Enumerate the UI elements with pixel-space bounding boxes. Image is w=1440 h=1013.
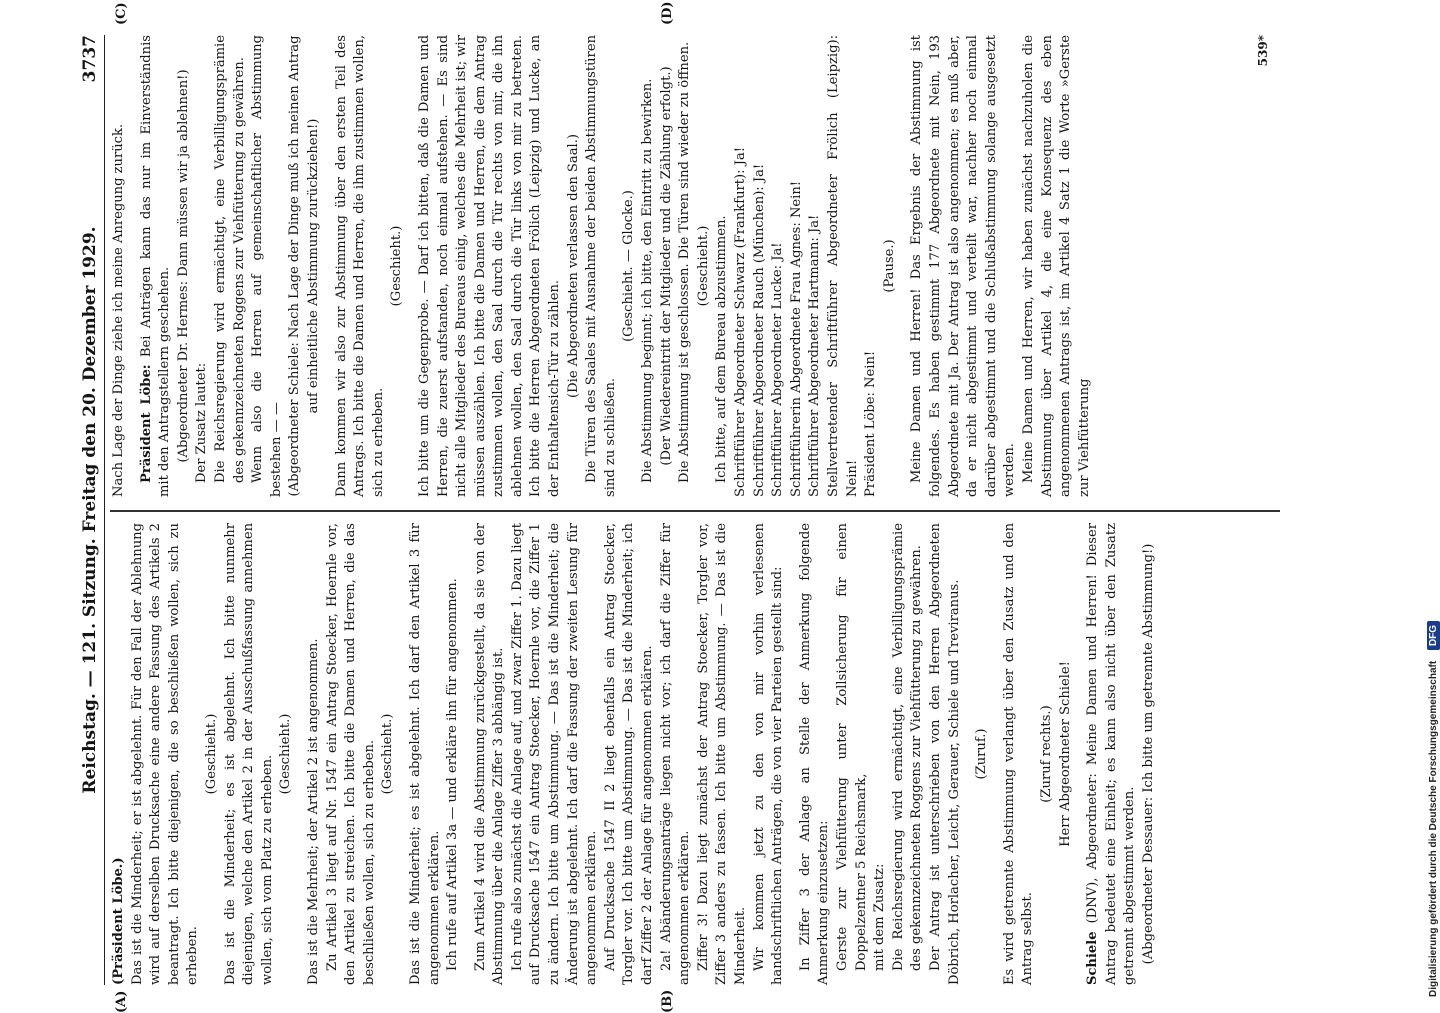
paragraph: Schriftführer Abgeordneter Schwarz (Frankfurt): Ja!: [733, 146, 748, 497]
paragraph: Ziffer 3! Dazu liegt zunächst der Antrag Stoecker, Torgler vor, Ziffer 3 anders zu fassen. Ich bitte um Abstimmung. — Das ist die Minderheit.: [695, 523, 748, 985]
paragraph: (Zuruf.): [974, 728, 990, 780]
dfg-logo: DFG: [1427, 621, 1440, 650]
paragraph: Schriftführer Abgeordneter Hartmann: Ja!: [807, 214, 823, 497]
column-divider: [110, 511, 1280, 513]
paragraph: (Geschieht.): [278, 713, 294, 795]
paragraph-text: Bei Anträgen kann das nur im Einverständnis mit den Antragstellern geschehen.: [138, 35, 173, 497]
paragraph: (Abgeordneter Schiele: Nach Lage der Dinge muß ich meinen Antrag auf einheitliche Abstimmung zurückziehen!): [287, 35, 321, 497]
paragraph: In Ziffer 3 der Anlage an Stelle der Anmerkung folgende Anmerkung einzusetzen:: [797, 523, 832, 985]
paragraph: Der Zusatz lautet:: [194, 362, 210, 483]
paragraph: (Geschieht.): [203, 713, 219, 795]
speaker-name: Schiele: [1085, 931, 1101, 985]
speaker-name: Präsident Löbe:: [138, 364, 154, 483]
paragraph: Schriftführer Abgeordneter Rauch (München): Ja!: [751, 163, 767, 497]
paragraph: Ich bitte, auf dem Bureau abzustimmen.: [714, 215, 730, 483]
paragraph: (Geschieht.): [380, 713, 396, 795]
paragraph: [138, 35, 175, 497]
paragraph: Schriftführer Abgeordneter Lucke: Ja!: [770, 242, 786, 497]
paragraph: Das ist die Minderheit; es ist abgelehnt. Ich bitte nunmehr diejenigen, welche den Artikel 2 in der Ausschußfassung annehmen wollen, sich vom Platz zu erheben.: [222, 523, 275, 985]
paragraph: Dann kommen wir also zur Abstimmung über den ersten Teil des Antrags. Ich bitte die Damen und Herren, die ihm zustimmen wollen, sich zu erheben.: [333, 35, 386, 497]
page-number: 3737: [80, 35, 100, 83]
paragraph: Ich bitte um die Gegenprobe. — Darf ich bitten, daß die Damen und Herren, die zuerst aufstanden, noch einmal aufstehen. — Es sind nicht alle Mitglieder des Bureaus einig, welches die Mehrheit ist; wir müssen auszählen. Ich bitte die Damen und Herren, die dem Antrag zustimmen wollen, den Saal durch die Tür rechts von mir, die ihn ablehnen wollen, den Saal durch die Tür links von mir zu betreten. Ich bitte die Herren Abgeordneten Frölich (Leipzig) und Lucke, an der Enthaltensich-Tür zu zählen.: [416, 35, 563, 497]
signature-mark: 539*: [1256, 35, 1270, 67]
paragraph: (Geschieht.): [389, 225, 405, 307]
margin-mark-c: (C): [114, 2, 129, 25]
page-title: Reichstag. — 121. Sitzung. Freitag den 20. Dezember 1929.: [80, 226, 100, 794]
paragraph: Stellvertretender Schriftführer Abgeordneter Frölich (Leipzig): Nein!: [825, 35, 860, 497]
page-header: [80, 35, 105, 985]
paragraph: Präsident Löbe: Nein!: [863, 350, 879, 497]
paragraph: Wenn also die Herren auf gemeinschaftlicher Abstimmung bestehen — —: [250, 35, 284, 497]
paragraph: Die Reichsregierung wird ermächtigt, eine Verbilligungsprämie des gekennzeichneten Roggens zur Viehfütterung zu gewähren.: [212, 35, 247, 483]
paragraph: Ich rufe also zunächst die Anlage auf, und zwar Ziffer 1. Dazu liegt auf Drucksache 1547 ein Antrag Stoecker, Hoernle vor, die Ziffer 1 zu ändern. Ich bitte um Abstimmung. — Das ist die Minderheit; die Änderung ist abgelehnt. Ich darf die Fassung der zweiten Lesung für angenommen erklären.: [509, 523, 600, 985]
funding-text: Digitalisierung gefördert durch die Deutsche Forschungsgemeinschaft: [1428, 660, 1439, 997]
paragraph: Zum Artikel 4 wird die Abstimmung zurückgestellt, da sie von der Abstimmung über die Anlage Ziffer 3 abhängig ist.: [472, 523, 507, 985]
paragraph: Das ist die Mehrheit; der Artikel 2 ist angenommen.: [305, 638, 321, 985]
paragraph: Meine Damen und Herren! Das Ergebnis der Abstimmung ist folgendes. Es haben gestimmt 177 Abgeordnete mit Nein, 193 Abgeordnete mit Ja. Der Antrag ist also angenommen; es muß aber, da er nicht abgestimmt und verteilt war, nachher noch einmal darüber abgestimmt und die Schlußabstimmung solange ausgesetzt werden.: [909, 35, 1018, 497]
paragraph: Es wird getrennte Abstimmung verlangt über den Zusatz und den Antrag selbst.: [1001, 523, 1036, 985]
paragraph: Meine Damen und Herren, wir haben zunächst nachzuholen die Abstimmung über Artikel 4, die eine Konsequenz des eben angenommenen Antrags ist, im Artikel 4 Satz 1 die Worte »Gerste zur Viehfütterung: [1020, 35, 1092, 497]
paragraph: Schriftführerin Abgeordnete Frau Agnes: Nein!: [788, 180, 804, 497]
paragraph: Die Türen des Saales mit Ausnahme der beiden Abstimmungstüren sind zu schließen.: [584, 35, 618, 497]
paragraph: (Der Wiedereintritt der Mitglieder und die Zählung erfolgt.): [658, 66, 674, 466]
paragraph: Die Reichsregierung wird ermächtigt, eine Verbilligungsprämie des gekennzeichneten Roggens zur Viehfütterung zu gewähren.: [890, 523, 925, 971]
paragraph: [1084, 523, 1140, 985]
paragraph: Die Abstimmung ist geschlossen. Die Türen sind wieder zu öffnen.: [677, 41, 693, 483]
paragraph: (Abgeordneter Dessauer: Ich bitte um getrennte Abstimmung!): [1140, 543, 1156, 965]
right-column: [110, 35, 1094, 497]
margin-mark-a: (A): [114, 990, 129, 1013]
paragraph: (Präsident Löbe.): [111, 857, 126, 985]
margin-mark-b: (B): [660, 989, 675, 1013]
paragraph: Der Antrag ist unterschrieben von den Herren Abgeordneten Döbrich, Horlacher, Leicht, Gerauer, Schiele und Treviranus.: [927, 523, 962, 985]
paragraph: (Pause.): [881, 239, 897, 293]
margin-mark-d: (D): [660, 1, 675, 25]
paragraph: Ich rufe auf Artikel 3a — und erkläre ihn für angenommen.: [445, 578, 461, 971]
paragraph: Wir kommen jetzt zu den von mir vorhin verlesenen handschriftlichen Anträgen, die von vier Parteien gestellt sind:: [751, 523, 786, 985]
paragraph: 2a! Abänderungsanträge liegen nicht vor; ich darf die Ziffer für angenommen erklären.: [658, 523, 693, 985]
paragraph: (Abgeordneter Dr. Hermes: Dann müssen wir ja ablehnen!): [175, 69, 191, 463]
paragraph: mit dem Zusatz:: [872, 863, 888, 971]
paragraph: (Zuruf rechts.): [1038, 705, 1054, 803]
paragraph: Nach Lage der Dinge ziehe ich meine Anregung zurück.: [111, 123, 126, 497]
paragraph: (Die Abgeordneten verlassen den Saal.): [565, 134, 581, 398]
rotated-page: [80, 1, 1280, 1013]
paragraph: Das ist die Minderheit; es ist abgelehnt. Ich darf den Artikel 3 für angenommen erklären.: [407, 523, 442, 985]
paragraph: Die Abstimmung beginnt; ich bitte, den Eintritt zu bewirken.: [640, 78, 656, 483]
paragraph: Herr Abgeordneter Schiele!: [1057, 661, 1073, 847]
paragraph: Auf Drucksache 1547 II 2 liegt ebenfalls ein Antrag Stoecker, Torgler vor. Ich bitte um Abstimmung. — Das ist die Minderheit; ich darf Ziffer 2 der Anlage für angenommen erklären.: [602, 523, 656, 985]
paragraph-text: (DNV), Abgeordneter: Meine Damen und Herren! Dieser Antrag bedeutet eine Einheit; es kann also nicht über den Zusatz getrennt abgestimmt werden.: [1085, 523, 1138, 985]
paragraph: Das ist die Minderheit; er ist abgelehnt. Für den Fall der Ablehnung wird auf derselben Drucksache eine andere Fassung des Artikels 2 beantragt. Ich bitte diejenigen, die so beschließen wollen, sich zu erheben.: [129, 523, 201, 985]
paragraph: Gerste zur Viehfütterung unter Zollsicherung für einen Doppelzentner 5 Reichsmark,: [834, 523, 869, 971]
paragraph: (Geschieht.): [695, 225, 711, 307]
paragraph: (Geschieht. — Glocke.): [621, 190, 637, 342]
left-column: [110, 523, 1158, 985]
funding-note: [1427, 7, 1440, 997]
paragraph: Zu Artikel 3 liegt auf Nr. 1547 ein Antrag Stoecker, Hoernle vor, den Artikel zu streichen. Ich bitte die Damen und Herren, die das beschließen wollen, sich zu erheben.: [324, 523, 377, 985]
